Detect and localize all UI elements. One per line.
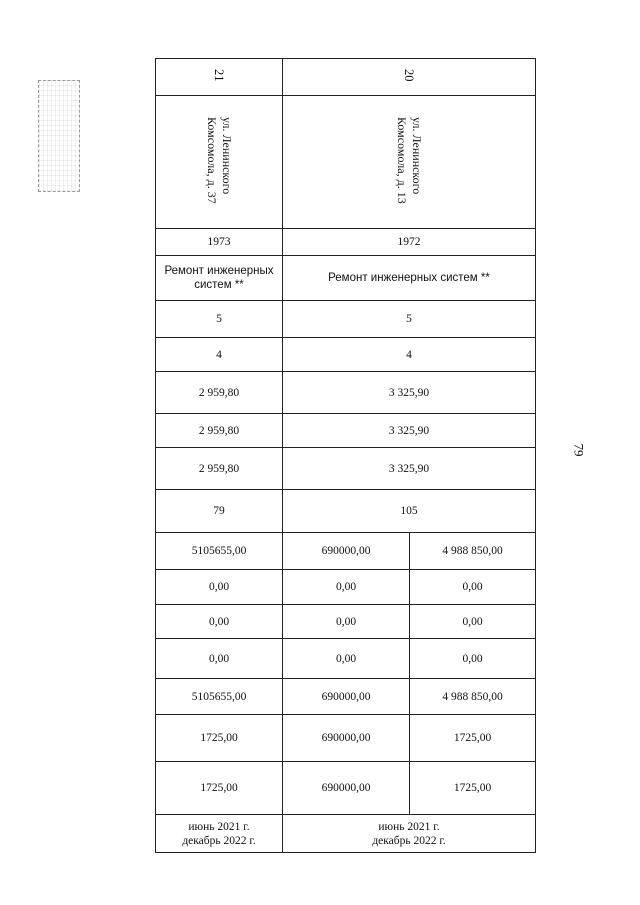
table-cell: 5	[283, 301, 536, 338]
table-cell: 105	[283, 490, 536, 533]
column-number: 20	[402, 68, 416, 82]
table-row	[156, 490, 536, 533]
table-row	[156, 815, 536, 853]
table-row	[156, 570, 536, 605]
table-row	[156, 59, 536, 96]
table-row	[156, 679, 536, 715]
table-cell: июнь 2021 г. декабрь 2022 г.	[156, 815, 283, 853]
data-table	[155, 58, 536, 853]
table-cell: 5105655,00	[156, 533, 283, 570]
table-cell: 0,00	[283, 639, 410, 679]
table-cell: 4	[283, 338, 536, 372]
table-cell	[283, 96, 536, 229]
table-row	[156, 301, 536, 338]
table-row	[156, 256, 536, 301]
table-cell: 0,00	[410, 570, 536, 605]
table-cell: 3 325,90	[283, 414, 536, 448]
table-cell: 0,00	[410, 639, 536, 679]
table-row	[156, 229, 536, 256]
table-cell: 5	[156, 301, 283, 338]
table-row	[156, 605, 536, 639]
table-cell: 3 325,90	[283, 448, 536, 490]
table-cell: 1972	[283, 229, 536, 256]
address-label: ул. Ленинского Комсомола, д. 13	[395, 116, 424, 204]
table-cell: 3 325,90	[283, 372, 536, 414]
table-row	[156, 338, 536, 372]
table-cell: 1725,00	[156, 762, 283, 815]
table-cell: 5105655,00	[156, 679, 283, 715]
table-cell: Ремонт инженерных систем **	[156, 256, 283, 301]
table-row	[156, 715, 536, 762]
table-cell: 690000,00	[283, 533, 410, 570]
table-cell: 690000,00	[283, 762, 410, 815]
column-number: 21	[212, 68, 226, 82]
table-cell: 0,00	[156, 639, 283, 679]
table-row	[156, 448, 536, 490]
table-cell: Ремонт инженерных систем **	[283, 256, 536, 301]
table-cell: 690000,00	[283, 715, 410, 762]
page-number: 79	[571, 443, 587, 457]
table-cell: 1973	[156, 229, 283, 256]
table-row	[156, 762, 536, 815]
table-cell: 1725,00	[410, 762, 536, 815]
table-cell: 4 988 850,00	[410, 679, 536, 715]
table-cell	[156, 59, 283, 96]
table-cell: 0,00	[410, 605, 536, 639]
table-cell: 0,00	[156, 570, 283, 605]
table-cell: 1725,00	[410, 715, 536, 762]
table-cell: 4 988 850,00	[410, 533, 536, 570]
table-cell: июнь 2021 г. декабрь 2022 г.	[283, 815, 536, 853]
table-cell: 0,00	[283, 605, 410, 639]
table-cell: 2 959,80	[156, 414, 283, 448]
table-cell: 1725,00	[156, 715, 283, 762]
table-row	[156, 372, 536, 414]
table-row	[156, 639, 536, 679]
table-cell: 0,00	[156, 605, 283, 639]
table-cell	[156, 96, 283, 229]
table-row	[156, 533, 536, 570]
table-cell: 0,00	[283, 570, 410, 605]
table-row	[156, 414, 536, 448]
stamp-mark	[38, 80, 80, 192]
table-cell	[283, 59, 536, 96]
table-cell: 79	[156, 490, 283, 533]
table-cell: 2 959,80	[156, 372, 283, 414]
table-cell: 4	[156, 338, 283, 372]
table-row	[156, 96, 536, 229]
address-label: ул. Ленинского Комсомола, д. 37	[205, 116, 234, 204]
table-cell: 690000,00	[283, 679, 410, 715]
table-cell: 2 959,80	[156, 448, 283, 490]
